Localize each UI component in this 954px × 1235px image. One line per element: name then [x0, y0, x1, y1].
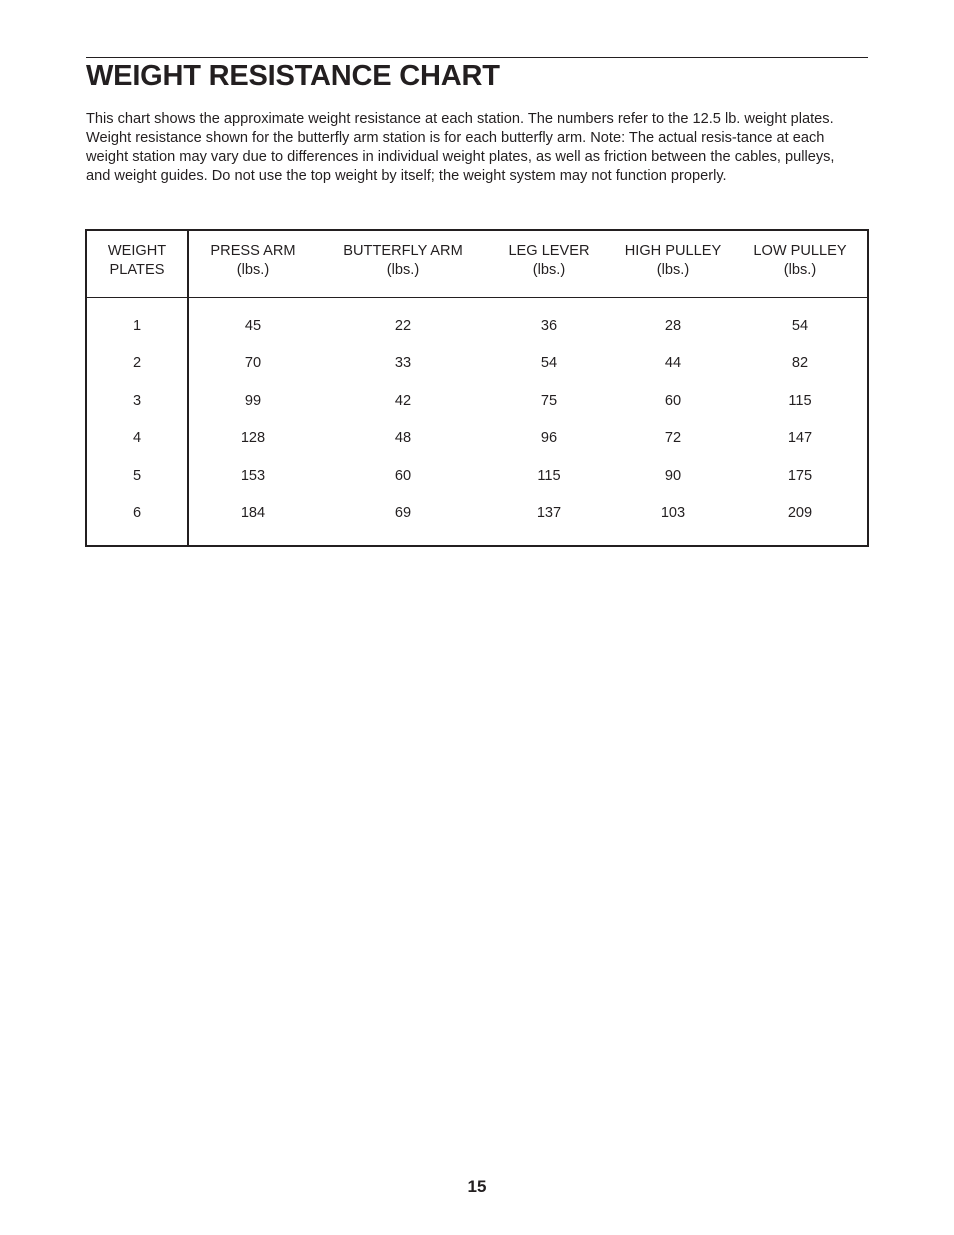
table-cell: 1	[132, 318, 142, 334]
table-cell: 72	[664, 430, 682, 446]
table-cell: 48	[394, 430, 412, 446]
header-line: LEG LEVER	[508, 243, 590, 259]
table-cell: 3	[132, 393, 142, 409]
header-line: WEIGHT	[107, 243, 167, 259]
header-line: (lbs.)	[236, 262, 270, 278]
header-line: (lbs.)	[532, 262, 566, 278]
header-line: (lbs.)	[656, 262, 690, 278]
table-cell: 22	[394, 318, 412, 334]
table-cell: 54	[540, 355, 558, 371]
table-cell: 153	[240, 468, 266, 484]
table-cell: 28	[664, 318, 682, 334]
table-cell: 147	[787, 430, 813, 446]
header-low-pulley	[735, 242, 865, 280]
table-cell: 96	[540, 430, 558, 446]
table-cell: 42	[394, 393, 412, 409]
table-cell: 60	[394, 468, 412, 484]
table-cell: 60	[664, 393, 682, 409]
table-cell: 2	[132, 355, 142, 371]
header-butterfly-arm	[338, 242, 468, 280]
intro-paragraph: This chart shows the approximate weight resistance at each station. The numbers refer to the 12.5 lb. weight plates. Weight resistance shown for the butterfly arm station is for each butterfly arm. Note: The actual resis-tance at each weight station may vary due to differences in individual weight plates, as well as friction between the cables, pulleys, and weight guides. Do not use the top weight by itself; the weight system may not function properly.	[86, 111, 835, 184]
table-cell: 209	[787, 505, 813, 521]
table-cell: 54	[791, 318, 809, 334]
page-title: WEIGHT RESISTANCE CHART	[86, 60, 500, 92]
table-cell: 69	[394, 505, 412, 521]
header-press-arm	[188, 242, 318, 280]
table-cell: 5	[132, 468, 142, 484]
table-cell: 70	[244, 355, 262, 371]
header-line: HIGH PULLEY	[624, 243, 722, 259]
table-cell: 137	[536, 505, 562, 521]
table-cell: 6	[132, 505, 142, 521]
header-leg-lever	[484, 242, 614, 280]
table-cell: 99	[244, 393, 262, 409]
table-cell: 115	[537, 468, 561, 484]
table-cell: 44	[664, 355, 682, 371]
header-divider	[87, 297, 867, 298]
table-cell: 175	[787, 468, 813, 484]
header-line: PLATES	[109, 262, 165, 278]
table-cell: 90	[664, 468, 682, 484]
header-line: (lbs.)	[783, 262, 817, 278]
table-cell: 82	[791, 355, 809, 371]
header-line: LOW PULLEY	[753, 243, 847, 259]
table-cell: 75	[540, 393, 558, 409]
header-line: (lbs.)	[386, 262, 420, 278]
page-number: 15	[467, 1177, 487, 1196]
table-cell: 115	[788, 393, 812, 409]
table-cell: 184	[240, 505, 266, 521]
weight-resistance-table	[85, 229, 869, 547]
table-cell: 36	[540, 318, 558, 334]
header-line: BUTTERFLY ARM	[343, 243, 463, 259]
table-cell: 103	[660, 505, 686, 521]
header-weight-plates	[72, 242, 202, 280]
table-cell: 45	[244, 318, 262, 334]
header-line: PRESS ARM	[210, 243, 296, 259]
table-cell: 4	[132, 430, 142, 446]
table-cell: 128	[240, 430, 266, 446]
header-high-pulley	[608, 242, 738, 280]
table-cell: 33	[394, 355, 412, 371]
